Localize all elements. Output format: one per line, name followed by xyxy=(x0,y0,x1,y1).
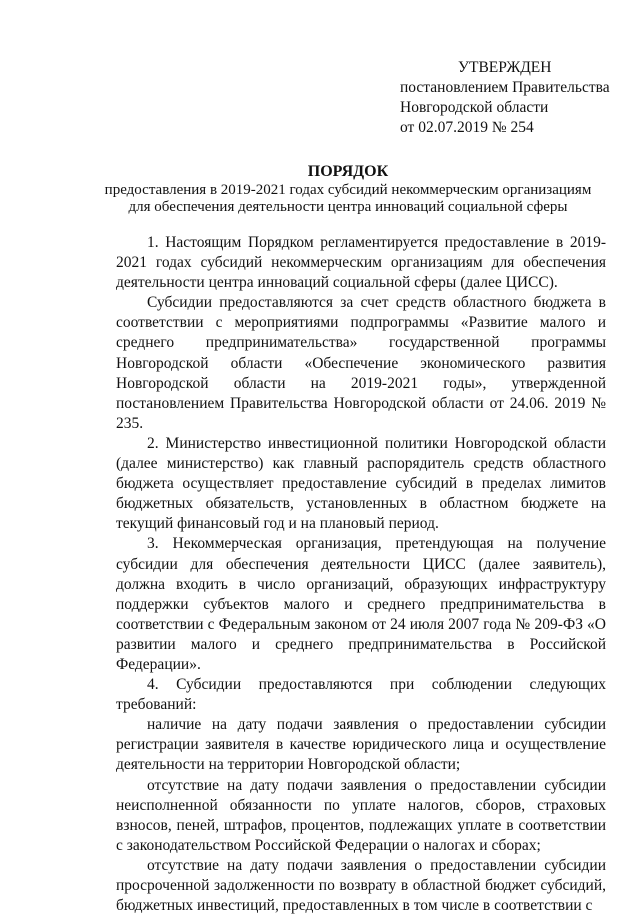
paragraph: отсутствие на дату подачи заявления о предоставлении субсидии просроченной задолженности по возврату в областной бюджет субсидий, бюджетных инвестиций, предоставленных в том числе в соответствии с xyxy=(116,856,606,915)
approval-line: Новгородской области xyxy=(400,99,549,116)
paragraph: 4. Субсидии предоставляются при соблюдении следующих требований: xyxy=(116,676,606,714)
paragraph: 1. Настоящим Порядком регламентируется предоставление в 2019-2021 годах субсидий некоммерческим организациям для обеспечения деятельности центра инноваций социальной сферы (далее ЦИСС). xyxy=(116,234,606,292)
document-subtitle-line: для обеспечения деятельности центра инноваций социальной сферы xyxy=(128,199,568,215)
approval-title: УТВЕРЖДЕН xyxy=(458,59,552,76)
paragraph: 3. Некоммерческая организация, претендующая на получение субсидии для обеспечения деятельности ЦИСС (далее заявитель), должна входить в число организаций, образующих инфраструктуру поддержки субъектов малого и среднего предпринимательства в соответствии с Федеральным законом от 24 июля 2007 года № 209-ФЗ «О развитии малого и среднего предпринимательства в Российской Федерации». xyxy=(116,535,606,673)
paragraph: отсутствие на дату подачи заявления о предоставлении субсидии неисполненной обязанности по уплате налогов, сборов, страховых взносов, пеней, штрафов, процентов, подлежащих уплате в соответствии с законодательством Российской Федерации о налогах и сборах; xyxy=(116,776,606,854)
document-heading xyxy=(0,162,640,216)
document-subtitle-line: предоставления в 2019-2021 годах субсидий некоммерческим организациям xyxy=(104,182,592,198)
approval-line: постановлением Правительства xyxy=(400,79,610,96)
paragraph: 2. Министерство инвестиционной политики Новгородской области (далее министерство) как главный распорядитель средств областного бюджета осуществляет предоставление субсидий в пределах лимитов бюджетных обязательств, установленных в областном бюджете на текущий финансовый год и на плановый период. xyxy=(116,434,606,533)
document-body xyxy=(116,233,606,916)
document-title: ПОРЯДОК xyxy=(307,163,389,180)
approval-stamp xyxy=(400,58,630,138)
paragraph: Субсидии предоставляются за счет средств областного бюджета в соответствии с мероприятиями подпрограммы «Развитие малого и среднего предпринимательства» государственной программы Новгородской области «Обеспечение экономического развития Новгородской области на 2019-2021 годы», утвержденной постановлением Правительства Новгородской области от 24.06. 2019 № 235. xyxy=(116,294,606,432)
paragraph: наличие на дату подачи заявления о предоставлении субсидии регистрации заявителя в качестве юридического лица и осуществление деятельности на территории Новгородской области; xyxy=(116,716,606,774)
approval-line: от 02.07.2019 № 254 xyxy=(400,119,534,136)
